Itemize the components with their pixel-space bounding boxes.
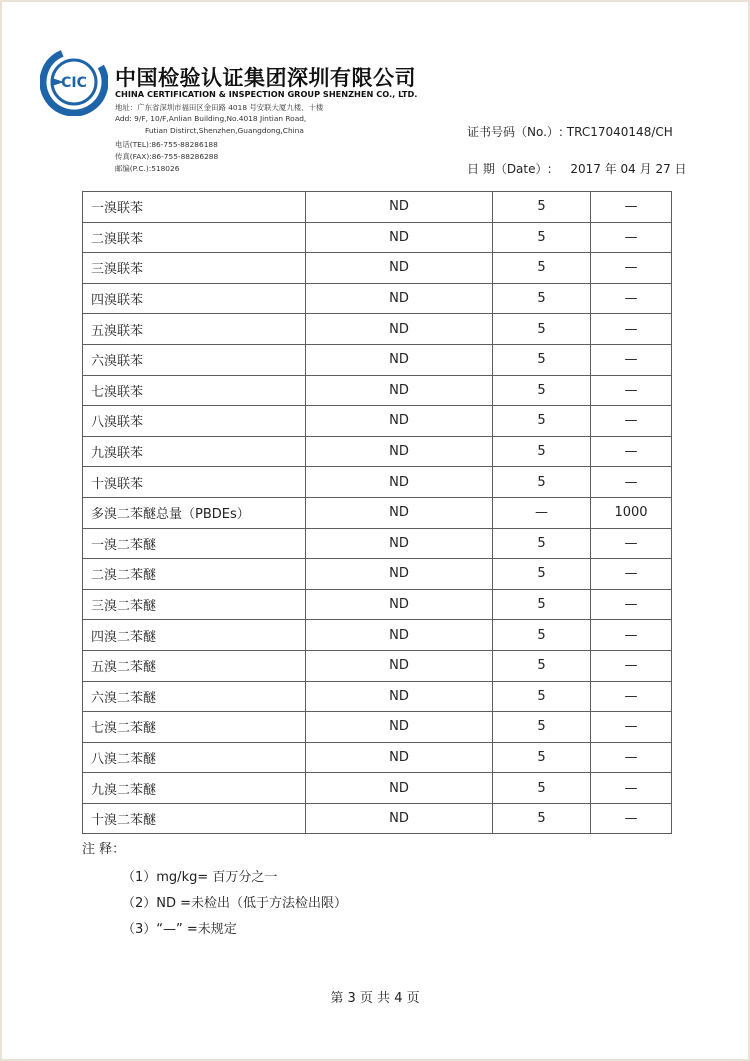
- detection-limit-cell: 5: [493, 467, 591, 498]
- limit-cell: —: [591, 222, 672, 253]
- result-cell: ND: [306, 406, 493, 437]
- limit-cell: —: [591, 314, 672, 345]
- detection-limit-cell: 5: [493, 222, 591, 253]
- result-cell: ND: [306, 712, 493, 743]
- result-cell: ND: [306, 375, 493, 406]
- table-row: [83, 314, 672, 345]
- table-row: [83, 559, 672, 590]
- date-label: 日 期（Date）:: [467, 162, 552, 176]
- limit-cell: —: [591, 192, 672, 223]
- address-en-line2: Futian Distirct,Shenzhen,Guangdong,China: [145, 126, 304, 135]
- limit-cell: —: [591, 681, 672, 712]
- detection-limit-cell: 5: [493, 712, 591, 743]
- table-row: [83, 406, 672, 437]
- limit-cell: —: [591, 528, 672, 559]
- result-cell: ND: [306, 314, 493, 345]
- detection-limit-cell: 5: [493, 803, 591, 834]
- notes-title: 注 释：: [82, 842, 126, 857]
- note-item: （1）mg/kg= 百万分之一: [122, 870, 278, 885]
- result-cell: ND: [306, 467, 493, 498]
- substance-name-cell: 八溴二苯醚: [83, 742, 306, 773]
- substance-name-cell: 五溴二苯醚: [83, 650, 306, 681]
- limit-cell: 1000: [591, 497, 672, 528]
- substance-name-cell: 十溴二苯醚: [83, 803, 306, 834]
- table-row: [83, 712, 672, 743]
- limit-cell: —: [591, 436, 672, 467]
- detection-limit-cell: 5: [493, 253, 591, 284]
- limit-cell: —: [591, 803, 672, 834]
- table-row: [83, 803, 672, 834]
- limit-cell: —: [591, 773, 672, 804]
- result-cell: ND: [306, 742, 493, 773]
- result-cell: ND: [306, 344, 493, 375]
- substance-name-cell: 十溴联苯: [83, 467, 306, 498]
- substance-name-cell: 三溴二苯醚: [83, 589, 306, 620]
- table-row: [83, 344, 672, 375]
- table-row: [83, 742, 672, 773]
- address-en-line1: Add: 9/F, 10/F,Anlian Building,No.4018 Jintian Road,: [115, 114, 307, 123]
- postcode: 邮编(P.C.):518026: [115, 164, 180, 173]
- table-row: [83, 589, 672, 620]
- detection-limit-cell: 5: [493, 620, 591, 651]
- limit-cell: —: [591, 712, 672, 743]
- certificate-value: TRC17040148/CH: [566, 125, 673, 139]
- substance-name-cell: 二溴二苯醚: [83, 559, 306, 590]
- table-row: [83, 192, 672, 223]
- limit-cell: —: [591, 467, 672, 498]
- detection-limit-cell: 5: [493, 528, 591, 559]
- substance-name-cell: 七溴二苯醚: [83, 712, 306, 743]
- limit-cell: —: [591, 650, 672, 681]
- detection-limit-cell: 5: [493, 742, 591, 773]
- substance-name-cell: 六溴二苯醚: [83, 681, 306, 712]
- date-value: 2017 年 04 月 27 日: [570, 162, 687, 176]
- table-row: [83, 497, 672, 528]
- table-row: [83, 650, 672, 681]
- limit-cell: —: [591, 406, 672, 437]
- table-row: [83, 773, 672, 804]
- substance-name-cell: 八溴联苯: [83, 406, 306, 437]
- detection-limit-cell: 5: [493, 773, 591, 804]
- result-cell: ND: [306, 528, 493, 559]
- issue-date: [467, 160, 687, 177]
- detection-limit-cell: 5: [493, 192, 591, 223]
- detection-limit-cell: 5: [493, 375, 591, 406]
- certificate-number: [467, 123, 673, 140]
- detection-limit-cell: 5: [493, 589, 591, 620]
- detection-limit-cell: 5: [493, 559, 591, 590]
- detection-limit-cell: 5: [493, 650, 591, 681]
- limit-cell: —: [591, 559, 672, 590]
- result-cell: ND: [306, 222, 493, 253]
- detection-limit-cell: 5: [493, 436, 591, 467]
- substance-name-cell: 一溴联苯: [83, 192, 306, 223]
- substance-name-cell: 多溴二苯醚总量（PBDEs）: [83, 497, 306, 528]
- limit-cell: —: [591, 742, 672, 773]
- result-cell: ND: [306, 650, 493, 681]
- results-table: [82, 191, 672, 834]
- substance-name-cell: 七溴联苯: [83, 375, 306, 406]
- table-row: [83, 620, 672, 651]
- result-cell: ND: [306, 253, 493, 284]
- limit-cell: —: [591, 253, 672, 284]
- result-cell: ND: [306, 681, 493, 712]
- page-number: 第 3 页 共 4 页: [330, 991, 420, 1006]
- table-row: [83, 222, 672, 253]
- substance-name-cell: 四溴二苯醚: [83, 620, 306, 651]
- company-name-en: CHINA CERTIFICATION & INSPECTION GROUP SHENZHEN CO., LTD.: [115, 89, 418, 99]
- note-item: （3）“—” =未规定: [122, 922, 237, 937]
- table-row: [83, 375, 672, 406]
- substance-name-cell: 二溴联苯: [83, 222, 306, 253]
- detection-limit-cell: 5: [493, 406, 591, 437]
- table-row: [83, 253, 672, 284]
- fax: 传真(FAX):86-755-88286288: [115, 152, 219, 161]
- detection-limit-cell: 5: [493, 681, 591, 712]
- result-cell: ND: [306, 283, 493, 314]
- address-cn: 地址：广东省深圳市福田区金田路 4018 号安联大厦九楼、十楼: [115, 103, 324, 112]
- company-name-cn: 中国检验认证集团深圳有限公司: [115, 66, 416, 90]
- table-row: [83, 528, 672, 559]
- certificate-label: 证书号码（No.）:: [467, 125, 563, 139]
- result-cell: ND: [306, 773, 493, 804]
- table-row: [83, 283, 672, 314]
- substance-name-cell: 六溴联苯: [83, 344, 306, 375]
- result-cell: ND: [306, 192, 493, 223]
- table-row: [83, 681, 672, 712]
- detection-limit-cell: 5: [493, 283, 591, 314]
- limit-cell: —: [591, 344, 672, 375]
- substance-name-cell: 九溴二苯醚: [83, 773, 306, 804]
- detection-limit-cell: —: [493, 497, 591, 528]
- result-cell: ND: [306, 436, 493, 467]
- result-cell: ND: [306, 589, 493, 620]
- limit-cell: —: [591, 589, 672, 620]
- detection-limit-cell: 5: [493, 314, 591, 345]
- result-cell: ND: [306, 620, 493, 651]
- cic-logo: [40, 48, 108, 116]
- result-cell: ND: [306, 559, 493, 590]
- table-row: [83, 467, 672, 498]
- limit-cell: —: [591, 283, 672, 314]
- detection-limit-cell: 5: [493, 344, 591, 375]
- substance-name-cell: 五溴联苯: [83, 314, 306, 345]
- result-cell: ND: [306, 803, 493, 834]
- certificate-page: [2, 2, 748, 1059]
- result-cell: ND: [306, 497, 493, 528]
- substance-name-cell: 四溴联苯: [83, 283, 306, 314]
- telephone: 电话(TEL):86-755-88286188: [115, 140, 218, 149]
- substance-name-cell: 九溴联苯: [83, 436, 306, 467]
- table-row: [83, 436, 672, 467]
- limit-cell: —: [591, 620, 672, 651]
- substance-name-cell: 三溴联苯: [83, 253, 306, 284]
- note-item: （2）ND =未检出（低于方法检出限）: [122, 896, 348, 911]
- svg-text:CIC: CIC: [61, 75, 87, 91]
- limit-cell: —: [591, 375, 672, 406]
- substance-name-cell: 一溴二苯醚: [83, 528, 306, 559]
